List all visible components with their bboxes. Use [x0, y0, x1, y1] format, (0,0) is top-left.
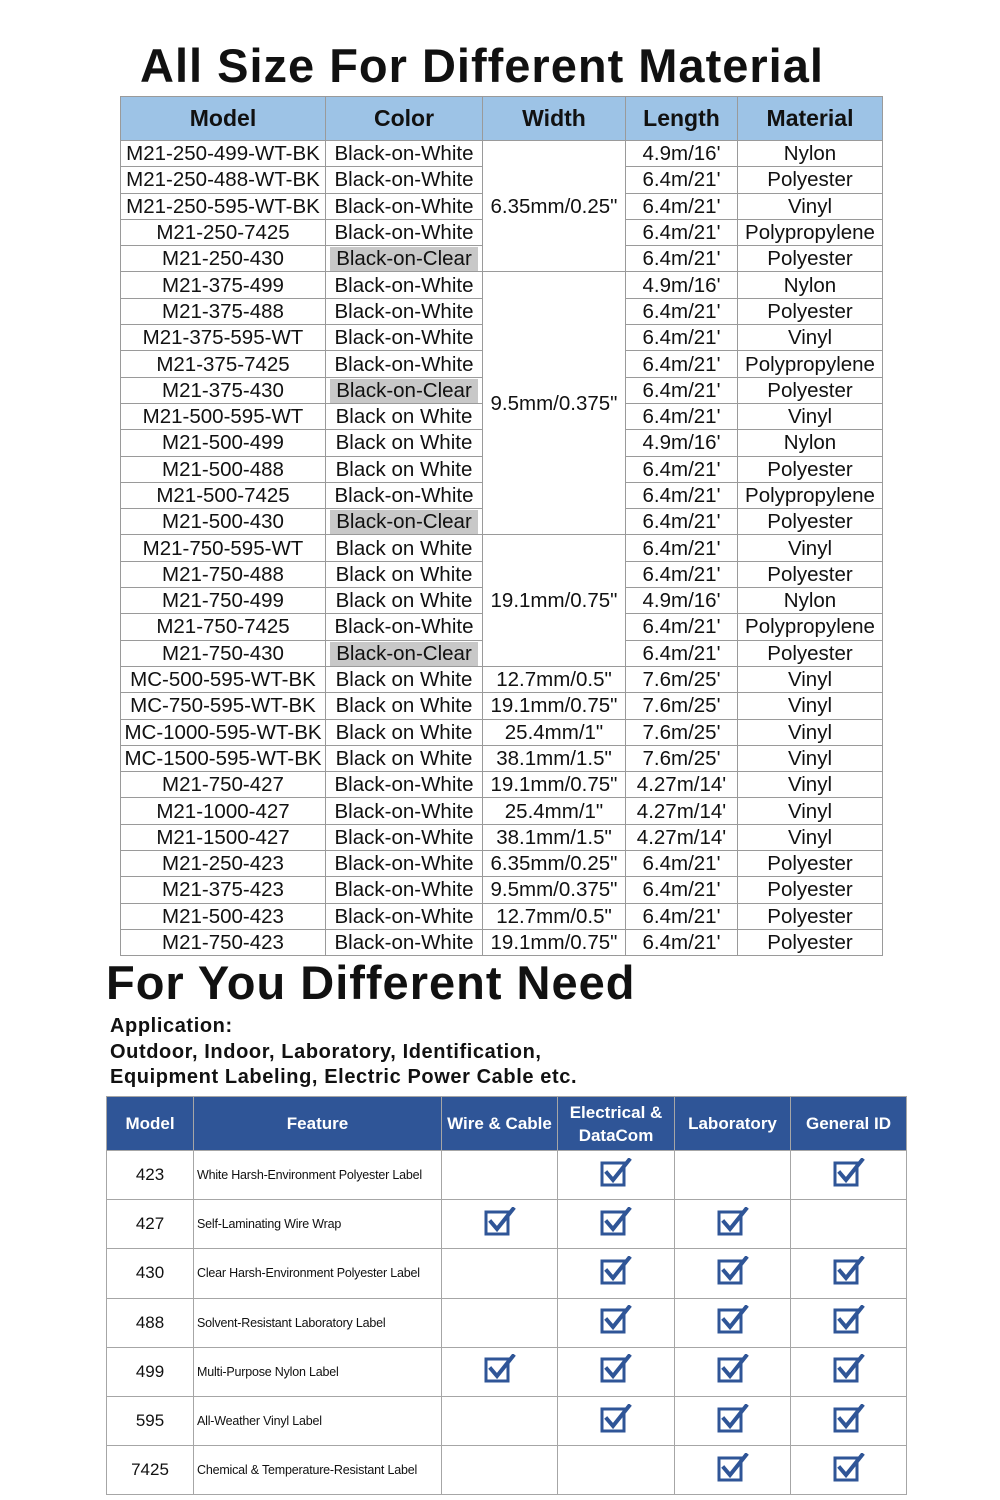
checkbox-checked-icon [600, 1404, 632, 1439]
model-cell: MC-1500-595-WT-BK [121, 745, 326, 771]
length-cell: 6.4m/21' [626, 482, 738, 508]
feature-header-laboratory: Laboratory [675, 1097, 791, 1151]
material-cell: Vinyl [738, 535, 883, 561]
width-cell: 19.1mm/0.75" [483, 693, 626, 719]
model-cell: M21-250-423 [121, 851, 326, 877]
feature-row [107, 1249, 907, 1298]
checkbox-checked-icon [600, 1354, 632, 1389]
color-cell: Black-on-White [326, 772, 483, 798]
check-cell-electrical-datacom [558, 1347, 675, 1396]
model-cell: M21-250-430 [121, 246, 326, 272]
length-cell: 6.4m/21' [626, 167, 738, 193]
length-cell: 6.4m/21' [626, 403, 738, 429]
color-cell: Black-on-White [326, 482, 483, 508]
color-cell: Black on White [326, 693, 483, 719]
width-cell: 19.1mm/0.75" [483, 772, 626, 798]
material-cell: Polyester [738, 903, 883, 929]
color-cell: Black on White [326, 561, 483, 587]
checkbox-checked-icon [833, 1305, 865, 1340]
length-cell: 6.4m/21' [626, 640, 738, 666]
spec-header-length: Length [626, 97, 738, 141]
check-cell-wire-cable [442, 1298, 558, 1347]
color-cell: Black-on-White [326, 272, 483, 298]
feature-description-cell: Multi-Purpose Nylon Label [194, 1347, 442, 1396]
material-cell: Polyester [738, 640, 883, 666]
color-cell: Black-on-White [326, 903, 483, 929]
feature-row [107, 1298, 907, 1347]
spec-table [120, 96, 883, 956]
color-clear-label: Black-on-Clear [330, 510, 478, 534]
material-cell: Vinyl [738, 772, 883, 798]
spec-row [121, 903, 883, 929]
color-cell: Black-on-White [326, 877, 483, 903]
check-cell-general-id [791, 1200, 907, 1249]
model-cell: M21-250-7425 [121, 219, 326, 245]
check-cell-wire-cable [442, 1347, 558, 1396]
model-cell: M21-750-488 [121, 561, 326, 587]
feature-header-general-id: General ID [791, 1097, 907, 1151]
checkbox-checked-icon [717, 1207, 749, 1242]
model-cell: M21-750-423 [121, 929, 326, 955]
material-cell: Vinyl [738, 693, 883, 719]
checkbox-checked-icon [484, 1354, 516, 1389]
color-cell: Black on White [326, 666, 483, 692]
check-cell-wire-cable [442, 1396, 558, 1445]
spec-row [121, 272, 883, 298]
model-cell: M21-1000-427 [121, 798, 326, 824]
width-cell: 25.4mm/1" [483, 798, 626, 824]
check-cell-laboratory [675, 1298, 791, 1347]
feature-header-model: Model [107, 1097, 194, 1151]
model-cell: M21-500-488 [121, 456, 326, 482]
length-cell: 7.6m/25' [626, 693, 738, 719]
feature-description-cell: Clear Harsh-Environment Polyester Label [194, 1249, 442, 1298]
material-cell: Polyester [738, 377, 883, 403]
color-cell: Black on White [326, 588, 483, 614]
check-cell-general-id [791, 1249, 907, 1298]
length-cell: 6.4m/21' [626, 456, 738, 482]
material-cell: Polypropylene [738, 482, 883, 508]
length-cell: 6.4m/21' [626, 351, 738, 377]
color-clear-label: Black-on-Clear [330, 379, 478, 403]
check-cell-general-id [791, 1396, 907, 1445]
model-cell: M21-250-499-WT-BK [121, 141, 326, 167]
checkbox-checked-icon [833, 1404, 865, 1439]
length-cell: 6.4m/21' [626, 246, 738, 272]
model-cell: M21-500-499 [121, 430, 326, 456]
check-cell-general-id [791, 1151, 907, 1200]
feature-row [107, 1396, 907, 1445]
spec-row [121, 877, 883, 903]
check-cell-laboratory [675, 1200, 791, 1249]
model-cell: M21-375-7425 [121, 351, 326, 377]
check-cell-laboratory [675, 1396, 791, 1445]
material-cell: Polyester [738, 298, 883, 324]
width-cell-merged: 9.5mm/0.375" [483, 272, 626, 535]
color-cell: Black-on-White [326, 798, 483, 824]
length-cell: 6.4m/21' [626, 535, 738, 561]
model-cell: MC-500-595-WT-BK [121, 666, 326, 692]
color-cell: Black on White [326, 403, 483, 429]
model-cell: M21-375-430 [121, 377, 326, 403]
material-cell: Nylon [738, 272, 883, 298]
feature-model-cell: 488 [107, 1298, 194, 1347]
material-cell: Nylon [738, 430, 883, 456]
color-cell [326, 377, 483, 403]
length-cell: 4.9m/16' [626, 141, 738, 167]
check-cell-wire-cable [442, 1249, 558, 1298]
check-cell-electrical-datacom [558, 1151, 675, 1200]
material-cell: Polypropylene [738, 614, 883, 640]
length-cell: 6.4m/21' [626, 325, 738, 351]
check-cell-general-id [791, 1446, 907, 1495]
feature-description-cell: White Harsh-Environment Polyester Label [194, 1151, 442, 1200]
color-cell: Black-on-White [326, 325, 483, 351]
check-cell-laboratory [675, 1151, 791, 1200]
feature-row [107, 1200, 907, 1249]
checkbox-checked-icon [833, 1453, 865, 1488]
application-line-2: Equipment Labeling, Electric Power Cable etc. [110, 1066, 578, 1088]
model-cell: M21-250-488-WT-BK [121, 167, 326, 193]
feature-row [107, 1446, 907, 1495]
check-cell-laboratory [675, 1446, 791, 1495]
width-cell: 25.4mm/1" [483, 719, 626, 745]
material-cell: Nylon [738, 588, 883, 614]
color-clear-label: Black-on-Clear [330, 642, 478, 666]
model-cell: M21-375-423 [121, 877, 326, 903]
checkbox-checked-icon [833, 1158, 865, 1193]
check-cell-wire-cable [442, 1446, 558, 1495]
length-cell: 6.4m/21' [626, 903, 738, 929]
spec-header-material: Material [738, 97, 883, 141]
application-line-1: Outdoor, Indoor, Laboratory, Identification, [110, 1040, 542, 1063]
length-cell: 6.4m/21' [626, 561, 738, 587]
color-cell: Black on White [326, 719, 483, 745]
color-cell: Black on White [326, 745, 483, 771]
spec-row [121, 798, 883, 824]
spec-row [121, 141, 883, 167]
checkbox-checked-icon [600, 1256, 632, 1291]
model-cell: M21-750-427 [121, 772, 326, 798]
length-cell: 4.9m/16' [626, 272, 738, 298]
color-cell: Black-on-White [326, 193, 483, 219]
length-cell: 4.9m/16' [626, 588, 738, 614]
model-cell: M21-250-595-WT-BK [121, 193, 326, 219]
checkbox-checked-icon [600, 1305, 632, 1340]
material-cell: Polypropylene [738, 219, 883, 245]
material-cell: Polyester [738, 851, 883, 877]
width-cell: 38.1mm/1.5" [483, 745, 626, 771]
material-cell: Vinyl [738, 666, 883, 692]
width-cell: 9.5mm/0.375" [483, 877, 626, 903]
spec-row [121, 693, 883, 719]
width-cell: 6.35mm/0.25" [483, 851, 626, 877]
width-cell-merged: 19.1mm/0.75" [483, 535, 626, 666]
length-cell: 6.4m/21' [626, 851, 738, 877]
application-text [110, 1014, 577, 1091]
color-cell: Black-on-White [326, 851, 483, 877]
model-cell: M21-500-595-WT [121, 403, 326, 429]
check-cell-electrical-datacom [558, 1396, 675, 1445]
color-cell: Black-on-White [326, 167, 483, 193]
checkbox-checked-icon [717, 1305, 749, 1340]
check-cell-electrical-datacom [558, 1298, 675, 1347]
model-cell: M21-750-7425 [121, 614, 326, 640]
width-cell: 12.7mm/0.5" [483, 666, 626, 692]
spec-row [121, 719, 883, 745]
material-cell: Polyester [738, 509, 883, 535]
model-cell: M21-375-488 [121, 298, 326, 324]
model-cell: MC-1000-595-WT-BK [121, 719, 326, 745]
checkbox-checked-icon [717, 1404, 749, 1439]
color-cell: Black-on-White [326, 824, 483, 850]
spec-header-color: Color [326, 97, 483, 141]
check-cell-general-id [791, 1298, 907, 1347]
material-cell: Vinyl [738, 719, 883, 745]
spec-row [121, 666, 883, 692]
check-cell-electrical-datacom [558, 1200, 675, 1249]
length-cell: 6.4m/21' [626, 509, 738, 535]
width-cell: 19.1mm/0.75" [483, 929, 626, 955]
material-cell: Vinyl [738, 745, 883, 771]
checkbox-checked-icon [717, 1354, 749, 1389]
color-cell [326, 640, 483, 666]
length-cell: 4.27m/14' [626, 798, 738, 824]
color-cell: Black-on-White [326, 351, 483, 377]
checkbox-checked-icon [717, 1453, 749, 1488]
check-cell-laboratory [675, 1347, 791, 1396]
model-cell: M21-1500-427 [121, 824, 326, 850]
feature-description-cell: Solvent-Resistant Laboratory Label [194, 1298, 442, 1347]
color-cell: Black on White [326, 430, 483, 456]
length-cell: 7.6m/25' [626, 745, 738, 771]
model-cell: M21-375-595-WT [121, 325, 326, 351]
feature-model-cell: 423 [107, 1151, 194, 1200]
page-title: All Size For Different Material [140, 39, 824, 92]
feature-header-electrical-datacom: Electrical & DataCom [558, 1097, 675, 1151]
material-cell: Vinyl [738, 193, 883, 219]
length-cell: 6.4m/21' [626, 614, 738, 640]
color-clear-label: Black-on-Clear [330, 247, 478, 271]
feature-description-cell: Self-Laminating Wire Wrap [194, 1200, 442, 1249]
length-cell: 6.4m/21' [626, 193, 738, 219]
spec-header-model: Model [121, 97, 326, 141]
feature-model-cell: 595 [107, 1396, 194, 1445]
feature-description-cell: Chemical & Temperature-Resistant Label [194, 1446, 442, 1495]
feature-model-cell: 499 [107, 1347, 194, 1396]
length-cell: 6.4m/21' [626, 377, 738, 403]
spec-header-width: Width [483, 97, 626, 141]
material-cell: Polyester [738, 561, 883, 587]
application-label: Application: [110, 1015, 233, 1037]
length-cell: 7.6m/25' [626, 666, 738, 692]
model-cell: M21-750-595-WT [121, 535, 326, 561]
spec-row [121, 745, 883, 771]
length-cell: 4.27m/14' [626, 824, 738, 850]
color-cell: Black on White [326, 535, 483, 561]
color-cell [326, 509, 483, 535]
feature-header-feature: Feature [194, 1097, 442, 1151]
material-cell: Polyester [738, 167, 883, 193]
feature-model-cell: 430 [107, 1249, 194, 1298]
material-cell: Polyester [738, 246, 883, 272]
checkbox-checked-icon [484, 1207, 516, 1242]
feature-header-wire-cable: Wire & Cable [442, 1097, 558, 1151]
color-cell: Black-on-White [326, 298, 483, 324]
check-cell-general-id [791, 1347, 907, 1396]
color-cell: Black-on-White [326, 929, 483, 955]
material-cell: Vinyl [738, 824, 883, 850]
material-cell: Vinyl [738, 325, 883, 351]
width-cell: 12.7mm/0.5" [483, 903, 626, 929]
checkbox-checked-icon [717, 1256, 749, 1291]
spec-row [121, 929, 883, 955]
checkbox-checked-icon [600, 1158, 632, 1193]
feature-description-cell: All-Weather Vinyl Label [194, 1396, 442, 1445]
feature-model-cell: 427 [107, 1200, 194, 1249]
model-cell: M21-750-430 [121, 640, 326, 666]
spec-row [121, 535, 883, 561]
model-cell: M21-500-7425 [121, 482, 326, 508]
feature-row [107, 1347, 907, 1396]
color-cell [326, 246, 483, 272]
color-cell: Black on White [326, 456, 483, 482]
check-cell-laboratory [675, 1249, 791, 1298]
length-cell: 4.27m/14' [626, 772, 738, 798]
material-cell: Vinyl [738, 403, 883, 429]
model-cell: MC-750-595-WT-BK [121, 693, 326, 719]
spec-row [121, 772, 883, 798]
width-cell: 38.1mm/1.5" [483, 824, 626, 850]
checkbox-checked-icon [833, 1256, 865, 1291]
width-cell-merged: 6.35mm/0.25" [483, 141, 626, 272]
material-cell: Polyester [738, 456, 883, 482]
color-cell: Black-on-White [326, 614, 483, 640]
material-cell: Nylon [738, 141, 883, 167]
check-cell-wire-cable [442, 1151, 558, 1200]
color-cell: Black-on-White [326, 219, 483, 245]
check-cell-electrical-datacom [558, 1446, 675, 1495]
length-cell: 6.4m/21' [626, 877, 738, 903]
model-cell: M21-500-423 [121, 903, 326, 929]
section-title: For You Different Need [106, 956, 636, 1009]
material-cell: Polyester [738, 877, 883, 903]
check-cell-electrical-datacom [558, 1249, 675, 1298]
checkbox-checked-icon [600, 1207, 632, 1242]
length-cell: 6.4m/21' [626, 298, 738, 324]
length-cell: 6.4m/21' [626, 929, 738, 955]
check-cell-wire-cable [442, 1200, 558, 1249]
checkbox-checked-icon [833, 1354, 865, 1389]
feature-model-cell: 7425 [107, 1446, 194, 1495]
model-cell: M21-500-430 [121, 509, 326, 535]
length-cell: 6.4m/21' [626, 219, 738, 245]
model-cell: M21-750-499 [121, 588, 326, 614]
spec-row [121, 851, 883, 877]
spec-row [121, 824, 883, 850]
color-cell: Black-on-White [326, 141, 483, 167]
material-cell: Vinyl [738, 798, 883, 824]
model-cell: M21-375-499 [121, 272, 326, 298]
length-cell: 4.9m/16' [626, 430, 738, 456]
length-cell: 7.6m/25' [626, 719, 738, 745]
feature-table [106, 1096, 907, 1495]
material-cell: Polypropylene [738, 351, 883, 377]
material-cell: Polyester [738, 929, 883, 955]
feature-row [107, 1151, 907, 1200]
